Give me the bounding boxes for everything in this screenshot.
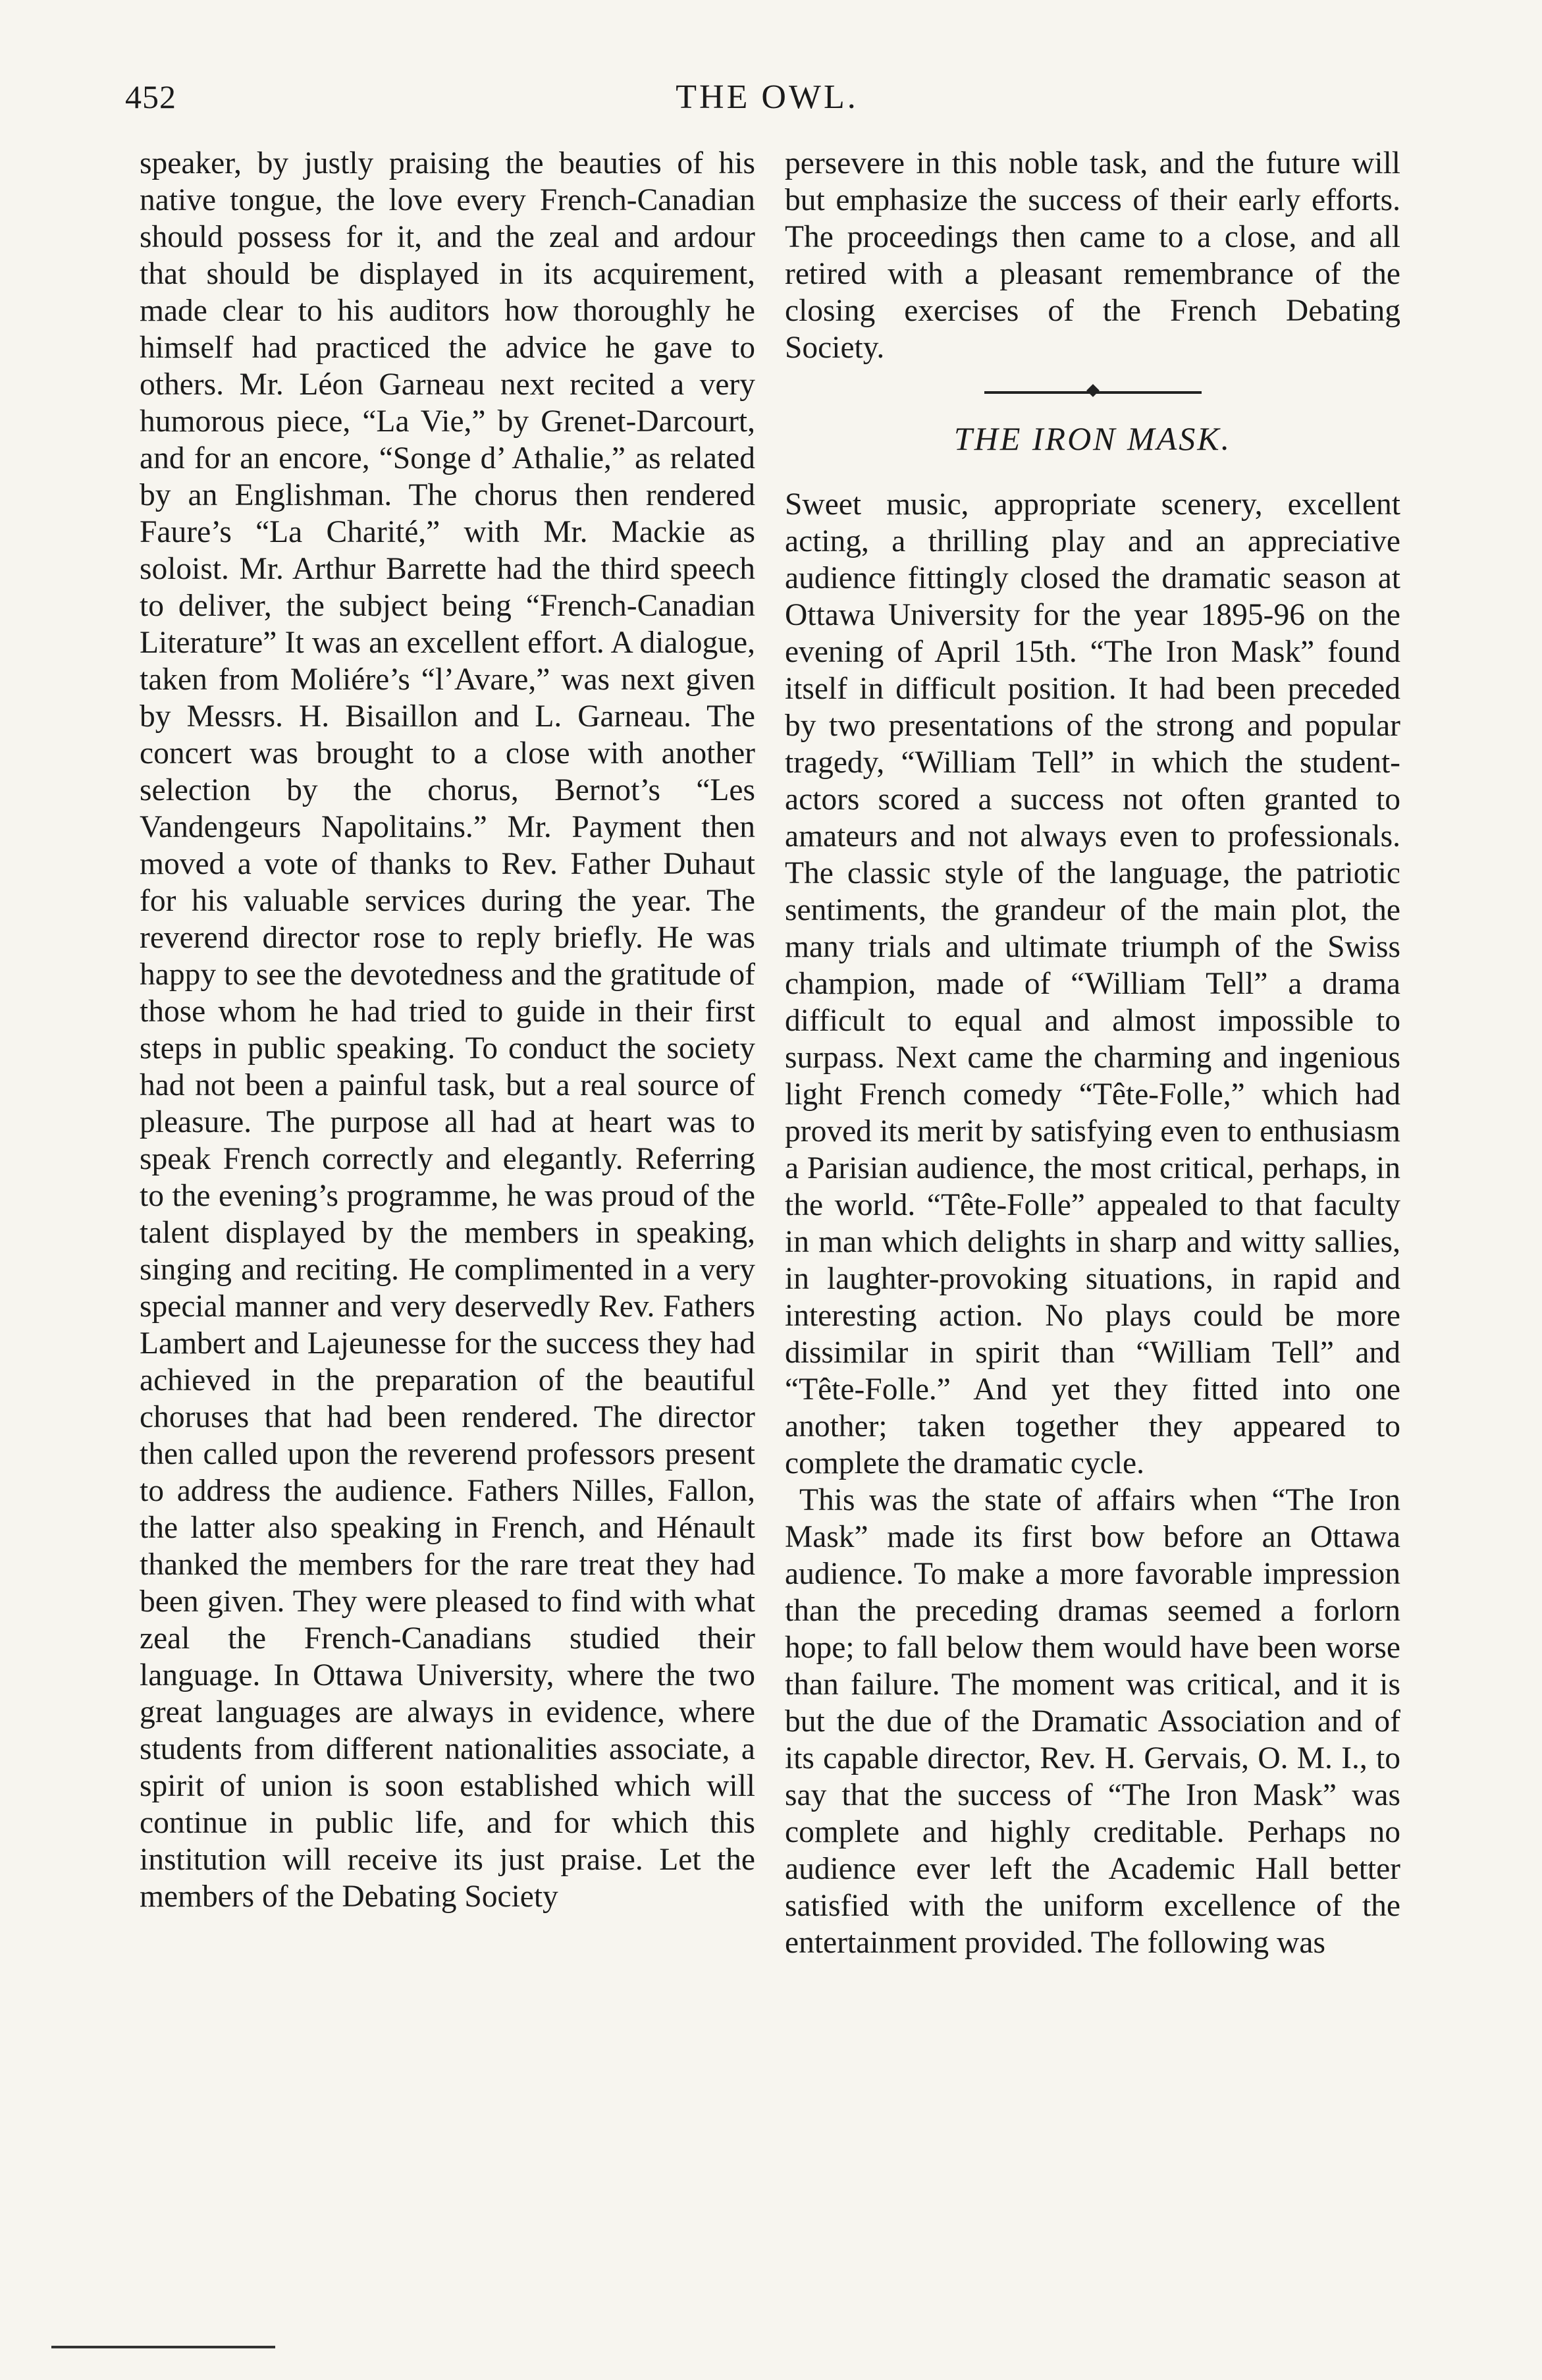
- running-title: THE OWL.: [676, 78, 859, 116]
- continuation-paragraph: persevere in this noble task, and the future will but emphasize the success of their early efforts. The proceedings then came to a close, and all retired with a pleasant remembrance of the closing exercises of the French Debating Society.: [785, 146, 1400, 365]
- left-paragraph: speaker, by justly praising the beauties of his native tongue, the love every French-Canadian should possess for it, and the zeal and ardour that should be displayed in its acquirement, made clear to his auditors how thoroughly he himself had practiced the advice he gave to others. Mr. Léon Garneau next recited a very humorous piece, “La Vie,” by Grenet-Darcourt, and for an encore, “Songe d’ Athalie,” as related by an Englishman. The chorus then rendered Faure’s “La Charité,” with Mr. Mackie as soloist. Mr. Arthur Barrette had the third speech to deliver, the subject being “French-Canadian Literature” It was an excellent effort. A dialogue, taken from Moliére’s “l’Avare,” was next given by Messrs. H. Bisaillon and L. Garneau. The concert was brought to a close with another selection by the chorus, Bernot’s “Les Vandengeurs Napolitains.” Mr. Payment then moved a vote of thanks to Rev. Father Duhaut for his valuable services during the year. The reverend director rose to reply briefly. He was happy to see the devotedness and the gratitude of those whom he had tried to guide in their first steps in public speaking. To conduct the society had not been a painful task, but a real source of pleasure. The purpose all had at heart was to speak French correctly and elegantly. Referring to the evening’s programme, he was proud of the talent displayed by the members in speaking, singing and reciting. He complimented in a very special manner and very deservedly Rev. Fathers Lambert and Lajeunesse for the success they had achieved in the preparation of the beautiful choruses that had been rendered. The director then called upon the reverend professors present to address the audience. Fathers Nilles, Fallon, the latter also speaking in French, and Hénault thanked the members for the rare treat they had been given. They were pleased to find with what zeal the French-Canadians studied their language. In Ottawa University, where the two great languages are always in evidence, where students from different nationalities associate, a spirit of union is soon established which will continue in public life, and for which this institution will receive its just praise. Let the members of the Debating Society: [140, 146, 755, 1914]
- section-title: THE IRON MASK.: [953, 420, 1232, 457]
- left-column: [140, 145, 755, 1915]
- page-header: [125, 78, 1409, 130]
- divider-diamond-icon: [1086, 384, 1100, 397]
- section-divider: [984, 391, 1202, 394]
- article-paragraph: This was the state of affairs when “The Iron Mask” made its first bow before an Ottawa audience. To make a more favorable impression than the preceding dramas seemed a forlorn hope; to fall below them would have been worse than failure. The moment was critical, and it is but the due of the Dramatic Association and of its capable director, Rev. H. Gervais, O. M. I., to say that the success of “The Iron Mask” was complete and highly creditable. Perhaps no audience ever left the Academic Hall better satisfied with the uniform excellence of the entertainment provided. The following was: [785, 1483, 1400, 1960]
- right-column: [785, 145, 1400, 1961]
- footer-rule: [51, 2346, 275, 2348]
- page-number: 452: [125, 78, 176, 115]
- article-paragraph: Sweet music, appropriate scenery, excellent acting, a thrilling play and an appreciative audience fittingly closed the dramatic season at Ottawa University for the year 1895-96 on the evening of April 15th. “The Iron Mask” found itself in difficult position. It had been preceded by two presentations of the strong and popular tragedy, “William Tell” in which the student-actors scored a success not often granted to amateurs and not always even to professionals. The classic style of the language, the patriotic sentiments, the grandeur of the main plot, the many trials and ultimate triumph of the Swiss champion, made of “William Tell” a drama difficult to equal and almost impossible to surpass. Next came the charming and ingenious light French comedy “Tête-Folle,” which had proved its merit by satisfying even to enthusiasm a Parisian audience, the most critical, perhaps, in the world. “Tête-Folle” appealed to that faculty in man which delights in sharp and witty sallies, in laughter-provoking situations, in rapid and interesting action. No plays could be more dissimilar in spirit than “William Tell” and “Tête-Folle.” And yet they fitted into one another; taken together they appeared to complete the dramatic cycle.: [785, 487, 1400, 1480]
